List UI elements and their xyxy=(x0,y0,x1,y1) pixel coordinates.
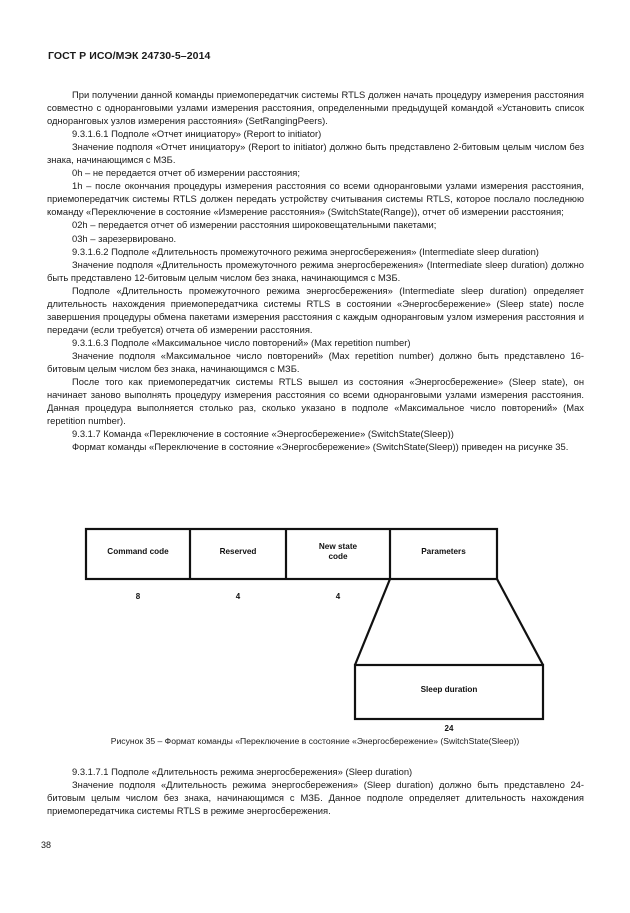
body-text-block xyxy=(47,88,584,453)
paragraph: 03h – зарезервировано. xyxy=(72,232,177,244)
field-label-sleep-duration: Sleep duration xyxy=(420,685,478,694)
field-label-new-state-code xyxy=(286,542,390,561)
paragraph: 9.3.1.7.1 Подполе «Длительность режима энергосбережения» (Sleep duration) xyxy=(72,766,413,777)
page-number: 38 xyxy=(41,840,52,850)
field-label-reserved: Reserved xyxy=(219,547,257,556)
expansion-leader-right xyxy=(497,579,543,665)
bit-width-sleep-duration: 24 xyxy=(444,724,454,733)
paragraph: После того как приемопередатчик системы RTLS вышел из состояния «Энергосбережение» (Sleep state), он начинает заново выполнять процедуру измерения расстояния со всеми одноранговыми узлами измерения расстояния. Данная процедура выполняется столько раз, сколько указано в подполе «Максимальное число повторений» (Max repetition number). xyxy=(47,376,584,427)
paragraph: 0h – не передается отчет об измерении расстояния; xyxy=(72,167,300,179)
paragraph: Формат команды «Переключение в состояние «Энергосбережение» (SwitchState(Sleep)) приведен на рисунке 35. xyxy=(72,441,569,453)
paragraph: 9.3.1.6.1 Подполе «Отчет инициатору» (Report to initiator) xyxy=(72,128,322,140)
paragraph: Значение подполя «Длительность режима энергосбережения» (Sleep duration) должно быть представлено 24-битовым целым числом без знака, начинающимся с МЗБ. Данное подполе определяет длительность нахождения приемопередатчика системы RTLS в режиме энергосбережения. xyxy=(47,779,584,817)
figure-35 xyxy=(0,519,630,759)
paragraph: 9.3.1.6.2 Подполе «Длительность промежуточного режима энергосбережения» (Intermediate sleep duration) xyxy=(72,245,539,257)
paragraph: Подполе «Длительность промежуточного режима энергосбережения» (Intermediate sleep duration) определяет длительность нахождения приемопередатчика системы RTLS в состоянии «Энергосбережение» (Sleep state) после завершения процедуры обмена пакетами измерения расстояния с каждым одноранговым узлом измерения расстояния и передачи (если требуется) отчета об измерении расстояния. xyxy=(47,284,584,335)
paragraph: 9.3.1.6.3 Подполе «Максимальное число повторений» (Max repetition number) xyxy=(72,336,411,348)
paragraph: 1h – после окончания процедуры измерения расстояния со всеми одноранговыми узлами измерения расстояния, приемопередатчик системы RTLS должен передать устройству считывания системы RTLS, которое послало последнюю команду «Переключение в состояние «Измерение расстояния» (SwitchState(Range)), отчет об измерении расстояния; xyxy=(47,180,584,218)
bit-width-new-state-code: 4 xyxy=(335,592,341,601)
tail-text-block xyxy=(47,765,584,817)
bit-width-command-code: 8 xyxy=(135,592,141,601)
page-header: ГОСТ Р ИСО/МЭК 24730-5–2014 xyxy=(48,50,211,62)
paragraph: 02h – передается отчет об измерении расстояния широковещательными пакетами; xyxy=(72,219,437,231)
field-label-parameters: Parameters xyxy=(421,547,466,556)
field-label-command-code: Command code xyxy=(107,547,169,556)
bit-width-reserved: 4 xyxy=(235,592,241,601)
new-state-code-line1: New state xyxy=(318,542,358,551)
paragraph: Значение подполя «Отчет инициатору» (Report to initiator) должно быть представлено 2-битовым целым числом без знака, начинающимся с МЗБ. xyxy=(47,141,584,166)
paragraph: 9.3.1.7 Команда «Переключение в состояние «Энергосбережение» (SwitchState(Sleep)) xyxy=(72,428,454,440)
paragraph: Значение подполя «Максимальное число повторений» (Max repetition number) должно быть представлено 16-битовым целым числом без знака, начинающимся с МЗБ. xyxy=(47,349,584,374)
paragraph: При получении данной команды приемопередатчик системы RTLS должен начать процедуру измерения расстояния совместно с одноранговыми узлами измерения расстояния, определенными предыдущей командой «Установить список одноранговых узлов измерения расстояния» (SetRangingPeers). xyxy=(47,89,584,127)
figure-caption: Рисунок 35 – Формат команды «Переключение в состояние «Энергосбережение» (SwitchState(Sleep)) xyxy=(110,736,520,746)
paragraph: Значение подполя «Длительность промежуточного режима энергосбережения» (Intermediate sleep duration) должно быть представлено 12-битовым целым числом без знака, начинающимся с МЗБ. xyxy=(47,258,584,283)
new-state-code-line2: code xyxy=(328,551,348,561)
